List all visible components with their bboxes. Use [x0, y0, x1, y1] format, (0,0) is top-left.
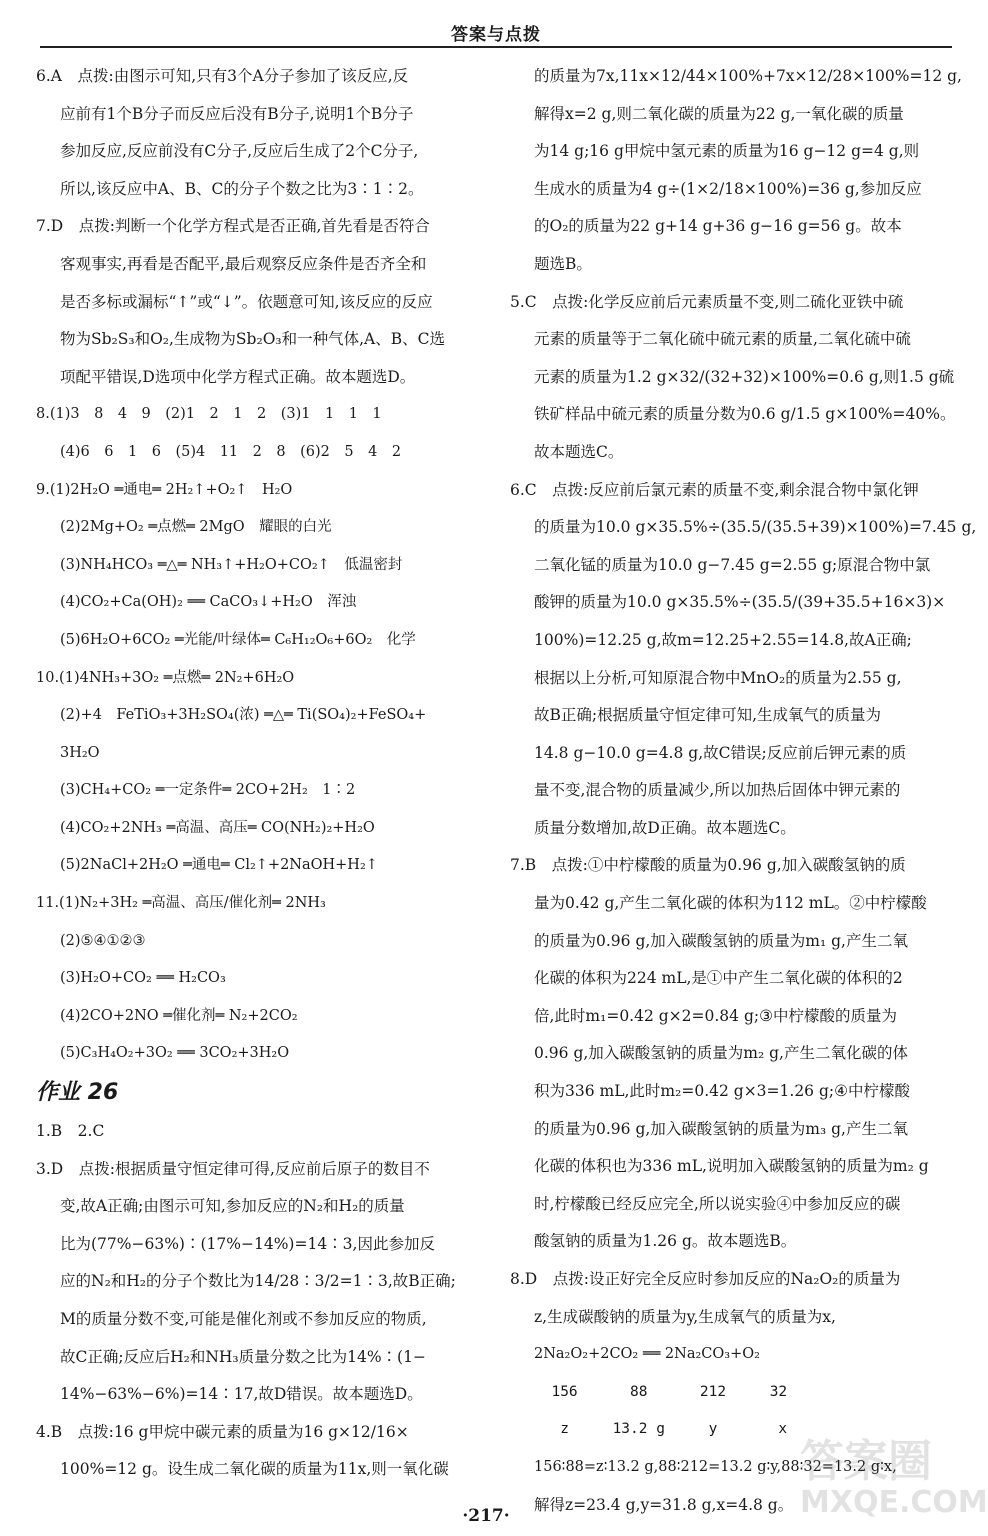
text-line: 5.C 点拨:化学反应前后元素质量不变,则二硫化亚铁中硫: [510, 292, 904, 311]
text-line: 14.8 g−10.0 g=4.8 g,故C错误;反应前后钾元素的质: [534, 743, 907, 762]
text-line: 酸钾的质量为10.0 g×35.5%÷(35.5/(39+35.5+16×3)×: [534, 593, 946, 612]
text-line: 8.(1)3 8 4 9 (2)1 2 1 2 (3)1 1 1 1: [36, 406, 382, 423]
watermark-logo: [800, 1436, 988, 1524]
equation-line: 10.(1)4NH₃+3O₂ ═点燃═ 2N₂+6H₂O: [36, 669, 295, 686]
text-line: 化碳的体积为224 mL,是①中产生二氧化碳的体积的2: [534, 969, 903, 988]
equation-line: 9.(1)2H₂O ═通电═ 2H₂↑+O₂↑ H₂O: [36, 481, 293, 498]
text-line: 物为Sb₂S₃和O₂,生成物为Sb₂O₃和一种气体,A、B、C选: [60, 330, 445, 349]
text-line: z,生成碳酸钠的质量为y,生成氧气的质量为x,: [534, 1307, 836, 1326]
page-number: ·217·: [462, 1506, 510, 1526]
text-line: 解得x=2 g,则二氧化碳的质量为22 g,一氧化碳的质量: [534, 104, 904, 123]
text-line: 100%=12 g。设生成二氧化碳的质量为11x,则一氧化碳: [60, 1460, 449, 1479]
text-line: 参加反应,反应前没有C分子,反应后生成了2个C分子,: [60, 142, 419, 161]
text-line: 元素的质量为1.2 g×32/(32+32)×100%=0.6 g,则1.5 g硫: [534, 367, 955, 386]
text-line: 应的N₂和H₂的分子个数比为14/28∶3/2=1∶3,故B正确;: [60, 1272, 456, 1291]
text-line: 倍,此时m₁=0.42 g×2=0.84 g;③中柠檬酸的质量为: [534, 1006, 898, 1025]
text-line: 所以,该反应中A、B、C的分子个数之比为3∶1∶2。: [60, 179, 424, 198]
text-line: 的质量为0.96 g,加入碳酸氢钠的质量为m₃ g,产生二氧: [534, 1119, 908, 1138]
text-line: 题选B。: [534, 254, 592, 273]
text-line: 8.D 点拨:设正好完全反应时参加反应的Na₂O₂的质量为: [510, 1270, 901, 1288]
text-line: 14%−63%−6%)=14∶17,故D错误。故本题选D。: [60, 1385, 423, 1404]
text-line: 解得z=23.4 g,y=31.8 g,x=4.8 g。: [534, 1495, 794, 1514]
text-line: 的质量为0.96 g,加入碳酸氢钠的质量为m₁ g,产生二氧: [534, 931, 908, 950]
equation-line: (4)2CO+2NO ═催化剂═ N₂+2CO₂: [60, 1007, 298, 1024]
text-line: 酸氢钠的质量为1.26 g。故本题选B。: [534, 1232, 797, 1251]
equation-line: (5)2NaCl+2H₂O ═通电═ Cl₂↑+2NaOH+H₂↑: [60, 857, 378, 874]
text-line: 7.D 点拨:判断一个化学方程式是否正确,首先看是否符合: [36, 217, 430, 236]
text-line: 3.D 点拨:根据质量守恒定律可得,反应前后原子的数目不: [36, 1159, 430, 1178]
equation-line: 11.(1)N₂+3H₂ ═高温、高压/催化剂═ 2NH₃: [36, 895, 326, 912]
watermark-seal: 答案圈: [800, 1436, 932, 1487]
text-line: 比为(77%−63%)∶(17%−14%)=14∶3,因此参加反: [60, 1234, 435, 1253]
equation-line: (4)CO₂+2NH₃ ═高温、高压═ CO(NH₂)₂+H₂O: [60, 819, 375, 836]
text-line: 变,故A正确;由图示可知,参加反应的N₂和H₂的质量: [60, 1197, 405, 1216]
text-line: 0.96 g,加入碳酸氢钠的质量为m₂ g,产生二氧化碳的体: [534, 1044, 908, 1063]
equation-line: (5)C₃H₄O₂+3O₂ ══ 3CO₂+3H₂O: [60, 1045, 290, 1062]
text-line: M的质量分数不变,可能是催化剂或不参加反应的物质,: [60, 1310, 427, 1328]
text-line: (4)6 6 1 6 (5)4 11 2 8 (6)2 5 4 2: [60, 443, 402, 460]
equation-line: (4)CO₂+Ca(OH)₂ ══ CaCO₃↓+H₂O 浑浊: [60, 594, 357, 611]
text-line: 故本题选C。: [534, 442, 624, 461]
watermark-url: MXQE.COM: [800, 1485, 988, 1520]
left-column: [36, 58, 480, 1498]
text-line: 的O₂的质量为22 g+14 g+36 g−16 g=56 g。故本: [534, 217, 902, 236]
text-line: 应前有1个B分子而反应后没有B分子,说明1个B分子: [60, 104, 414, 123]
text-line: 根据以上分析,可知原混合物中MnO₂的质量为2.55 g,: [534, 668, 902, 687]
equation-line: (5)6H₂O+6CO₂ ═光能/叶绿体═ C₆H₁₂O₆+6O₂ 化学: [60, 631, 416, 648]
equation-line: (2)+4 FeTiO₃+3H₂SO₄(浓) ═△═ Ti(SO₄)₂+FeSO₄+: [60, 707, 427, 724]
text-line: 量为0.42 g,产生二氧化碳的体积为112 mL。②中柠檬酸: [534, 894, 927, 913]
text-line: 156∶88=z∶13.2 g,88∶212=13.2 g∶y,88∶32=13.2 g∶x,: [534, 1458, 897, 1475]
equation-line: (2)2Mg+O₂ ═点燃═ 2MgO 耀眼的白光: [60, 519, 332, 536]
equation-line: 2Na₂O₂+2CO₂ ══ 2Na₂CO₃+O₂: [534, 1346, 760, 1363]
equation-values-line: 156 88 212 32: [534, 1383, 788, 1400]
text-line: 7.B 点拨:①中柠檬酸的质量为0.96 g,加入碳酸氢钠的质: [510, 856, 906, 875]
equation-line: (3)CH₄+CO₂ ═一定条件═ 2CO+2H₂ 1∶2: [60, 782, 356, 799]
text-line: 积为336 mL,此时m₂=0.42 g×3=1.26 g;④中柠檬酸: [534, 1082, 911, 1101]
text-line: 二氧化锰的质量为10.0 g−7.45 g=2.55 g;原混合物中氯: [534, 555, 931, 574]
text-line: 的质量为10.0 g×35.5%÷(35.5/(35.5+39)×100%)=7.45 g,: [534, 518, 977, 537]
equation-values-line: z 13.2 g y x: [534, 1421, 788, 1438]
equation-line: (3)NH₄HCO₃ ═△═ NH₃↑+H₂O+CO₂↑ 低温密封: [60, 556, 403, 573]
equation-line: (2)⑤④①②③: [60, 932, 146, 949]
text-line: 铁矿样品中硫元素的质量分数为0.6 g/1.5 g×100%=40%。: [534, 405, 956, 424]
equation-line: (3)H₂O+CO₂ ══ H₂CO₃: [60, 970, 226, 987]
text-line: 生成水的质量为4 g÷(1×2/18×100%)=36 g,参加反应: [534, 179, 922, 198]
text-line: 项配平错误,D选项中化学方程式正确。故本题选D。: [60, 367, 416, 386]
text-line: 故B正确;根据质量守恒定律可知,生成氧气的质量为: [534, 706, 882, 725]
equation-line: 3H₂O: [60, 744, 100, 761]
text-line: 为14 g;16 g甲烷中氢元素的质量为16 g−12 g=4 g,则: [534, 142, 920, 161]
section-heading: 作业 26: [36, 1080, 119, 1106]
text-line: 元素的质量等于二氧化硫中硫元素的质量,二氧化硫中硫: [534, 330, 911, 349]
text-line: 100%)=12.25 g,故m=12.25+2.55=14.8,故A正确;: [534, 630, 912, 649]
text-line: 6.A 点拨:由图示可知,只有3个A分子参加了该反应,反: [36, 67, 409, 85]
text-line: 的质量为7x,11x×12/44×100%+7x×12/28×100%=12 g,: [534, 67, 962, 85]
header-divider: [40, 46, 952, 48]
text-line: 故C正确;反应后H₂和NH₃质量分数之比为14%∶(1−: [60, 1347, 426, 1366]
text-line: 6.C 点拨:反应前后氯元素的质量不变,剩余混合物中氯化钾: [510, 480, 919, 499]
page-header-title: 答案与点拨: [451, 25, 541, 45]
text-line: 4.B 点拨:16 g甲烷中碳元素的质量为16 g×12/16×: [36, 1422, 409, 1441]
text-line: 化碳的体积也为336 mL,说明加入碳酸氢钠的质量为m₂ g: [534, 1157, 929, 1176]
text-line: 客观事实,再看是否配平,最后观察反应条件是否齐全和: [60, 254, 427, 273]
text-line: 是否多标或漏标“↑”或“↓”。依题意可知,该反应的反应: [60, 292, 433, 311]
text-line: 量不变,混合物的质量减少,所以加热后固体中钾元素的: [534, 781, 901, 800]
text-line: 质量分数增加,故D正确。故本题选C。: [534, 818, 796, 837]
text-line: 1.B 2.C: [36, 1122, 105, 1141]
text-line: 时,柠檬酸已经反应完全,所以说实验④中参加反应的碳: [534, 1194, 901, 1213]
